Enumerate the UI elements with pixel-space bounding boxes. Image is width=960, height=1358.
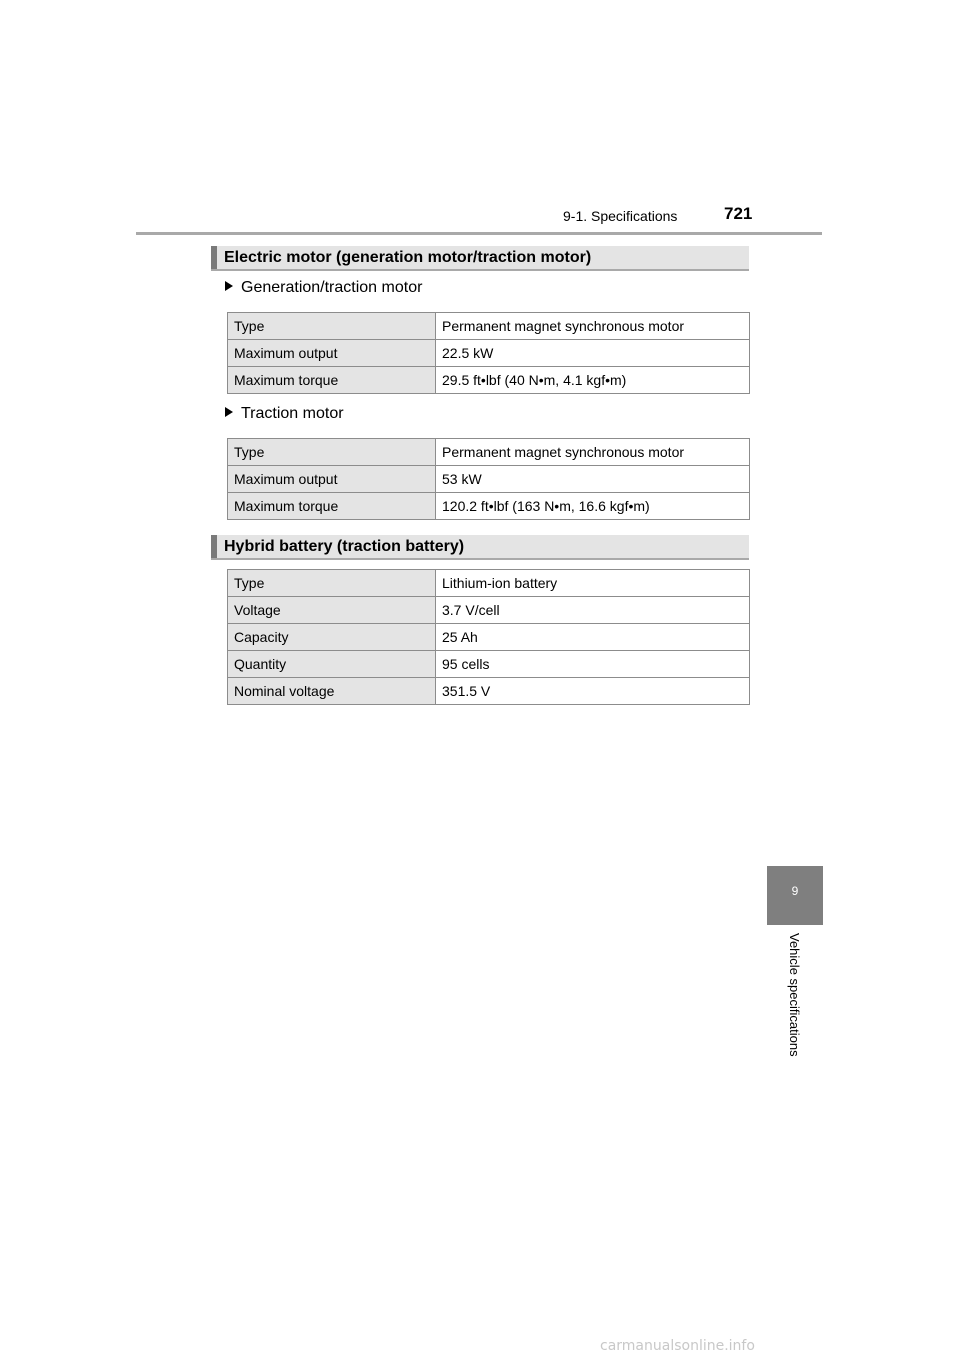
row-label: Maximum torque (228, 367, 436, 394)
row-label: Maximum output (228, 466, 436, 493)
spec-table-hybrid-battery (227, 569, 750, 705)
subheading-generation-traction-motor (225, 279, 422, 297)
subheading-label: Traction motor (241, 405, 344, 422)
row-value: 95 cells (436, 651, 750, 678)
table-row (228, 597, 750, 624)
table-row (228, 466, 750, 493)
row-label: Type (228, 439, 436, 466)
subheading-label: Generation/traction motor (241, 279, 423, 296)
chapter-tab[interactable] (767, 866, 823, 925)
section-header: 9-1. Specifications (563, 208, 678, 224)
section-title-electric-motor (211, 246, 749, 271)
subheading-traction-motor (225, 405, 344, 423)
footer-watermark: carmanualsonline.info (600, 1338, 755, 1354)
row-value: Lithium-ion battery (436, 570, 750, 597)
row-value: 29.5 ft•lbf (40 N•m, 4.1 kgf•m) (436, 367, 750, 394)
row-label: Voltage (228, 597, 436, 624)
section-title: Hybrid battery (traction battery) (224, 538, 465, 555)
row-label: Type (228, 313, 436, 340)
table-row (228, 367, 750, 394)
triangle-bullet-icon (225, 281, 233, 291)
row-value: Permanent magnet synchronous motor (436, 439, 750, 466)
row-label: Capacity (228, 624, 436, 651)
row-label: Quantity (228, 651, 436, 678)
page-number: 721 (724, 204, 753, 223)
row-value: 3.7 V/cell (436, 597, 750, 624)
table-row (228, 624, 750, 651)
table-row (228, 340, 750, 367)
triangle-bullet-icon (225, 407, 233, 417)
row-value: 25 Ah (436, 624, 750, 651)
table-row (228, 570, 750, 597)
row-value: 22.5 kW (436, 340, 750, 367)
row-label: Type (228, 570, 436, 597)
header-divider (136, 232, 822, 235)
table-row (228, 678, 750, 705)
row-label: Nominal voltage (228, 678, 436, 705)
table-row (228, 313, 750, 340)
row-value: 351.5 V (436, 678, 750, 705)
row-label: Maximum torque (228, 493, 436, 520)
table-row (228, 493, 750, 520)
row-value: 53 kW (436, 466, 750, 493)
spec-table-generation-traction-motor (227, 312, 750, 394)
spec-table-traction-motor (227, 438, 750, 520)
row-label: Maximum output (228, 340, 436, 367)
table-row (228, 651, 750, 678)
row-value: Permanent magnet synchronous motor (436, 313, 750, 340)
section-accent (211, 246, 217, 269)
section-title: Electric motor (generation motor/traction motor) (224, 249, 592, 266)
section-title-hybrid-battery (211, 535, 749, 560)
section-accent (211, 535, 217, 558)
chapter-number: 9 (791, 884, 799, 898)
chapter-title: Vehicle specifications (787, 933, 802, 1057)
row-value: 120.2 ft•lbf (163 N•m, 16.6 kgf•m) (436, 493, 750, 520)
table-row (228, 439, 750, 466)
